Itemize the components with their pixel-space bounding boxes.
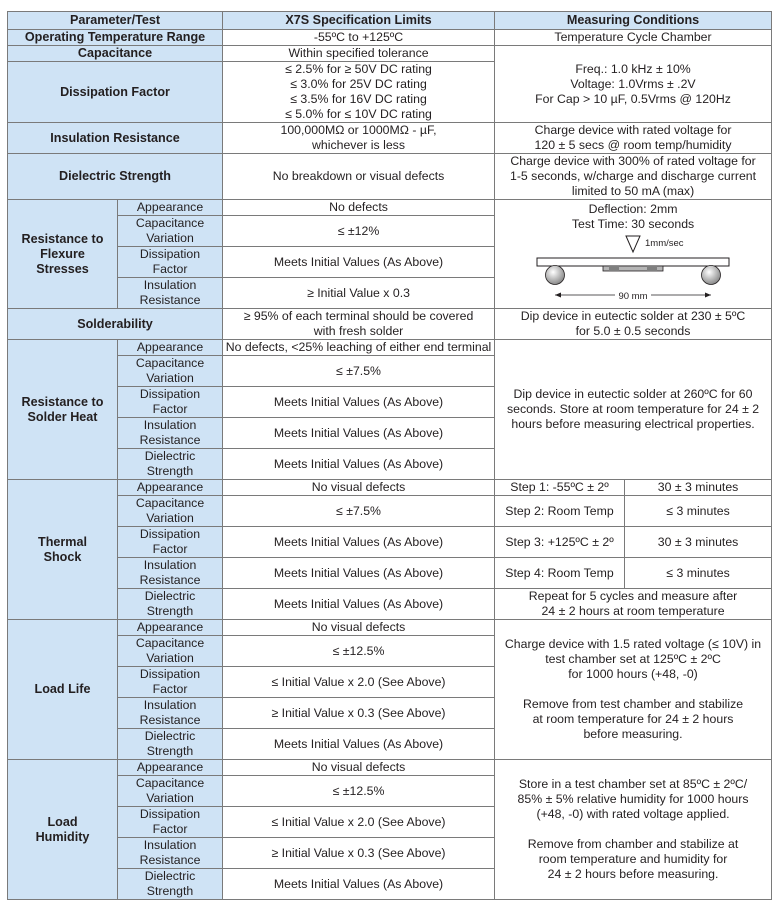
thermal-time-2: ≤ 3 minutes (625, 496, 772, 527)
sub-load-humidity-dissipation: Dissipation Factor (118, 807, 223, 838)
spec-dissipation: ≤ 2.5% for ≥ 50V DC rating ≤ 3.0% for 25V DC rating ≤ 3.5% for 16V DC rating ≤ 5.0% for ≤ 10V DC rating (223, 62, 495, 123)
table-row (8, 123, 772, 154)
spec-load-humidity-dielectric: Meets Initial Values (As Above) (223, 869, 495, 900)
spec-load-humidity-dissipation: ≤ Initial Value x 2.0 (See Above) (223, 807, 495, 838)
thermal-step-1: Step 1: -55ºC ± 2º (495, 480, 625, 496)
sub-thermal-insulation: Insulation Resistance (118, 558, 223, 589)
thermal-time-4: ≤ 3 minutes (625, 558, 772, 589)
cond-cap-df: Freq.: 1.0 kHz ± 10% Voltage: 1.0Vrms ± .2V For Cap > 10 µF, 0.5Vrms @ 120Hz (495, 46, 772, 123)
table-row (8, 558, 772, 589)
test-board (537, 258, 729, 266)
table-row (8, 30, 772, 46)
table-row (8, 527, 772, 558)
param-thermal-shock: Thermal Shock (8, 480, 118, 620)
load-humidity-remove: Remove from chamber and stabilize at room temperature and humidity for 24 ± 2 hours before measuring. (527, 837, 739, 881)
header-spec-limits: X7S Specification Limits (223, 12, 495, 30)
sub-thermal-capacitance: Capacitance Variation (118, 496, 223, 527)
table-row (8, 496, 772, 527)
spec-load-life-insulation: ≥ Initial Value x 0.3 (See Above) (223, 698, 495, 729)
support-ball-left (546, 266, 565, 285)
sub-flexure-appearance: Appearance (118, 200, 223, 216)
spec-operating-temp: -55ºC to +125ºC (223, 30, 495, 46)
flexure-speed-label: 1mm/sec (645, 238, 684, 249)
sub-solder-heat-dissipation: Dissipation Factor (118, 387, 223, 418)
spec-flexure-capacitance: ≤ ±12% (223, 216, 495, 247)
param-insulation: Insulation Resistance (8, 123, 223, 154)
spec-thermal-appearance: No visual defects (223, 480, 495, 496)
cond-load-humidity (495, 760, 772, 900)
spec-capacitance: Within specified tolerance (223, 46, 495, 62)
spec-solder-heat-capacitance: ≤ ±7.5% (223, 356, 495, 387)
press-arrow-icon (626, 236, 640, 252)
sub-solder-heat-dielectric: Dielectric Strength (118, 449, 223, 480)
thermal-step-4: Step 4: Room Temp (495, 558, 625, 589)
sub-load-life-dielectric: Dielectric Strength (118, 729, 223, 760)
sub-load-humidity-insulation: Insulation Resistance (118, 838, 223, 869)
arrowhead-left-icon (555, 293, 561, 298)
spec-table (7, 11, 772, 900)
spec-load-life-capacitance: ≤ ±12.5% (223, 636, 495, 667)
arrowhead-right-icon (705, 293, 711, 298)
sub-thermal-appearance: Appearance (118, 480, 223, 496)
sub-solder-heat-appearance: Appearance (118, 340, 223, 356)
table-row (8, 480, 772, 496)
spec-dielectric: No breakdown or visual defects (223, 154, 495, 200)
table-row (8, 589, 772, 620)
header-conditions: Measuring Conditions (495, 12, 772, 30)
param-solderability: Solderability (8, 309, 223, 340)
sub-flexure-insulation: Insulation Resistance (118, 278, 223, 309)
param-dissipation: Dissipation Factor (8, 62, 223, 123)
header-parameter: Parameter/Test (8, 12, 223, 30)
spec-solder-heat-dissipation: Meets Initial Values (As Above) (223, 387, 495, 418)
spec-solderability: ≥ 95% of each terminal should be covered with fresh solder (223, 309, 495, 340)
sub-solder-heat-capacitance: Capacitance Variation (118, 356, 223, 387)
sub-load-humidity-dielectric: Dielectric Strength (118, 869, 223, 900)
flexure-test-figure (533, 234, 733, 306)
param-load-humidity: Load Humidity (8, 760, 118, 900)
spec-load-humidity-insulation: ≥ Initial Value x 0.3 (See Above) (223, 838, 495, 869)
load-life-remove: Remove from test chamber and stabilize at room temperature for 24 ± 2 hours before measuring. (522, 697, 744, 741)
flexure-span-label: 90 mm (618, 291, 648, 302)
sub-load-life-insulation: Insulation Resistance (118, 698, 223, 729)
spec-solder-heat-dielectric: Meets Initial Values (As Above) (223, 449, 495, 480)
thermal-step-2: Step 2: Room Temp (495, 496, 625, 527)
spec-flexure-insulation: ≥ Initial Value x 0.3 (223, 278, 495, 309)
cond-operating-temp: Temperature Cycle Chamber (495, 30, 772, 46)
cond-insulation: Charge device with rated voltage for 120 ± 5 secs @ room temp/humidity (495, 123, 772, 154)
spec-thermal-insulation: Meets Initial Values (As Above) (223, 558, 495, 589)
spec-thermal-dielectric: Meets Initial Values (As Above) (223, 589, 495, 620)
spec-load-humidity-capacitance: ≤ ±12.5% (223, 776, 495, 807)
sub-flexure-dissipation: Dissipation Factor (118, 247, 223, 278)
table-row (8, 620, 772, 636)
sub-thermal-dielectric: Dielectric Strength (118, 589, 223, 620)
param-solder-heat: Resistance to Solder Heat (8, 340, 118, 480)
sub-load-life-capacitance: Capacitance Variation (118, 636, 223, 667)
sub-load-life-appearance: Appearance (118, 620, 223, 636)
sub-load-humidity-capacitance: Capacitance Variation (118, 776, 223, 807)
spec-flexure-dissipation: Meets Initial Values (As Above) (223, 247, 495, 278)
chip-terminal-left (609, 266, 619, 271)
spec-load-life-dissipation: ≤ Initial Value x 2.0 (See Above) (223, 667, 495, 698)
support-ball-right (702, 266, 721, 285)
spec-thermal-dissipation: Meets Initial Values (As Above) (223, 527, 495, 558)
param-load-life: Load Life (8, 620, 118, 760)
cond-solderability: Dip device in eutectic solder at 230 ± 5ºC for 5.0 ± 0.5 seconds (495, 309, 772, 340)
sub-flexure-capacitance: Capacitance Variation (118, 216, 223, 247)
sub-thermal-dissipation: Dissipation Factor (118, 527, 223, 558)
load-life-charge: Charge device with 1.5 rated voltage (≤ 10V) in test chamber set at 125ºC ± 2ºC for 1000 hours (+48, -0) (504, 637, 762, 681)
spec-load-life-dielectric: Meets Initial Values (As Above) (223, 729, 495, 760)
thermal-step-3: Step 3: +125ºC ± 2º (495, 527, 625, 558)
spec-load-humidity-appearance: No visual defects (223, 760, 495, 776)
chip-terminal-right (647, 266, 657, 271)
header-row (8, 12, 772, 30)
param-capacitance: Capacitance (8, 46, 223, 62)
param-flexure: Resistance to Flexure Stresses (8, 200, 118, 309)
table-row (8, 340, 772, 356)
spec-solder-heat-appearance: No defects, <25% leaching of either end terminal (223, 340, 495, 356)
table-row (8, 200, 772, 216)
cond-dielectric: Charge device with 300% of rated voltage for 1-5 seconds, w/charge and discharge current limited to 50 mA (max) (495, 154, 772, 200)
thermal-time-1: 30 ± 3 minutes (625, 480, 772, 496)
table-row (8, 46, 772, 62)
param-dielectric: Dielectric Strength (8, 154, 223, 200)
table-row (8, 309, 772, 340)
sub-solder-heat-insulation: Insulation Resistance (118, 418, 223, 449)
spec-flexure-appearance: No defects (223, 200, 495, 216)
flexure-deflection: Deflection: 2mm (588, 202, 678, 216)
cond-solder-heat: Dip device in eutectic solder at 260ºC for 60 seconds. Store at room temperature for 24 ± 2 hours before measuring electrical properties. (495, 340, 772, 480)
spec-solder-heat-insulation: Meets Initial Values (As Above) (223, 418, 495, 449)
sub-load-life-dissipation: Dissipation Factor (118, 667, 223, 698)
flexure-test-time: Test Time: 30 seconds (571, 217, 695, 231)
table-row (8, 760, 772, 776)
cond-flexure (495, 200, 772, 309)
sub-load-humidity-appearance: Appearance (118, 760, 223, 776)
spec-load-life-appearance: No visual defects (223, 620, 495, 636)
spec-insulation: 100,000MΩ or 1000MΩ - µF, whichever is less (223, 123, 495, 154)
table-row (8, 154, 772, 200)
thermal-repeat-note: Repeat for 5 cycles and measure after 24 ± 2 hours at room temperature (495, 589, 772, 620)
load-humidity-store: Store in a test chamber set at 85ºC ± 2ºC/ 85% ± 5% relative humidity for 1000 hours (+48, -0) with rated voltage applied. (517, 777, 749, 821)
spec-thermal-capacitance: ≤ ±7.5% (223, 496, 495, 527)
cond-load-life (495, 620, 772, 760)
thermal-time-3: 30 ± 3 minutes (625, 527, 772, 558)
param-operating-temp: Operating Temperature Range (8, 30, 223, 46)
